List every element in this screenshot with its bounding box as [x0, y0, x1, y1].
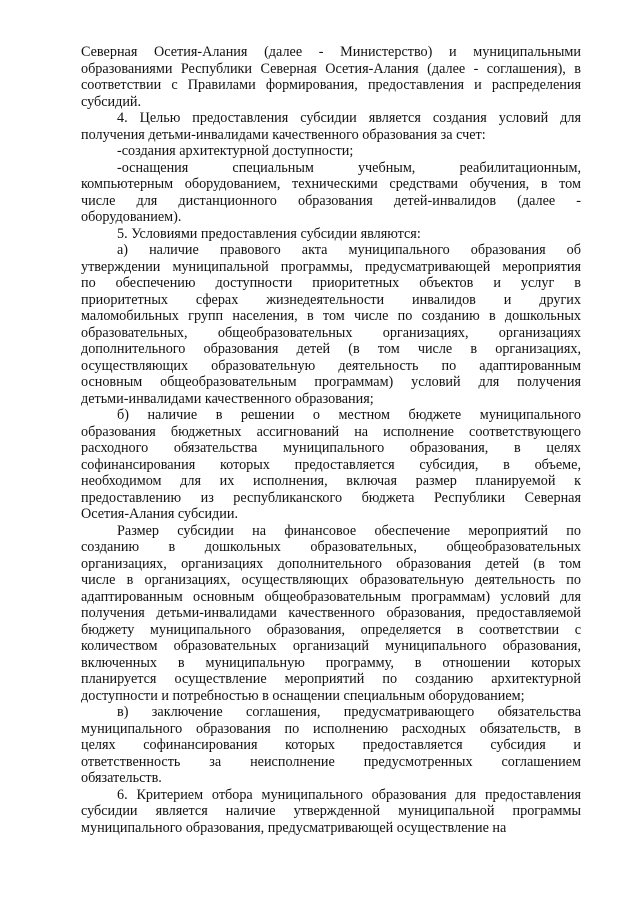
text-line: включенных в муниципальную программу, в отношении которых	[81, 654, 581, 671]
text-line: утверждении муниципальной программы, предусматривающей мероприятия	[81, 258, 581, 275]
text-line: осуществляющих образовательную деятельность по адаптированным	[81, 357, 581, 374]
text-line: муниципального образования, предусматривающей осуществление на	[81, 819, 507, 836]
text-line: доступности и потребностью в оснащении специальным оборудованием;	[81, 687, 525, 704]
text-line: основным общеобразовательным программам) условий для получения	[81, 374, 581, 390]
paragraph-item-6	[81, 787, 581, 837]
text-line: б) наличие в решении о местном бюджете муниципального	[117, 407, 581, 423]
paragraph-subsidy-size	[81, 523, 581, 705]
paragraph-item-4-b	[81, 160, 581, 226]
text-line: муниципального образования по исполнению расходных обязательств, в	[81, 720, 581, 737]
text-line: ответственность за неисполнение предусмотренных соглашением	[81, 753, 581, 770]
text-line: компьютерным оборудованием, техническими средствами обучения, в том	[81, 176, 581, 192]
text-line: необходимом для их исполнения, включая размер планируемой к	[81, 473, 581, 489]
text-line: расходного обязательства муниципального образования, в целях	[81, 440, 581, 456]
text-line: числе для дистанционного образования детей-инвалидов (далее -	[81, 192, 581, 209]
text-line: детьми-инвалидами качественного образования;	[81, 390, 374, 407]
text-line: соответствии с Правилами формирования, предоставления и распределения	[81, 77, 581, 93]
text-line: организациях, организациях дополнительного образования детей (в том	[81, 555, 581, 572]
text-line: приоритетных сферах жизнедеятельности инвалидов и других	[81, 291, 581, 308]
text-line: 5. Условиями предоставления субсидии являются:	[117, 225, 421, 242]
text-line: образованиями Республики Северная Осетия-Алания (далее - соглашения), в	[81, 60, 581, 77]
text-line: образования бюджетных ассигнований на исполнение соответствующего	[81, 423, 581, 440]
text-line: по обеспечению доступности приоритетных объектов и услуг в	[81, 275, 581, 291]
text-line: предоставлению из республиканского бюджета Республики Северная	[81, 489, 581, 506]
text-line: -создания архитектурной доступности;	[117, 143, 354, 159]
text-line: субсидии является наличие утвержденной муниципальной программы	[81, 803, 581, 819]
text-line: количеством образовательных организаций муниципального образования,	[81, 638, 581, 654]
text-line: оборудованием).	[81, 209, 182, 225]
paragraph-item-5-b	[81, 407, 581, 523]
text-line: Осетия-Алания субсидии.	[81, 506, 239, 522]
text-line: 4. Целью предоставления субсидии является создания условий для	[117, 110, 581, 126]
text-line: а) наличие правового акта муниципального образования об	[117, 242, 581, 258]
document-page	[81, 44, 581, 836]
text-line: планируется осуществление мероприятий по созданию архитектурной	[81, 671, 581, 687]
text-line: субсидий.	[81, 93, 142, 110]
paragraph-item-5-v	[81, 704, 581, 787]
text-line: образовательных, общеобразовательных организациях, организациях	[81, 324, 581, 341]
text-line: числе в организациях, осуществляющих образовательную деятельность по	[81, 572, 581, 588]
text-line: адаптированным основным общеобразовательным программам) условий для	[81, 588, 581, 605]
text-line: Размер субсидии на финансовое обеспечение мероприятий по	[117, 522, 581, 539]
text-line: в) заключение соглашения, предусматривающего обязательства	[117, 704, 581, 720]
text-line: маломобильных групп населения, в том числе по созданию в дошкольных	[81, 308, 581, 324]
text-line: получения детьми-инвалидами качественного образования, предоставляемой	[81, 605, 581, 621]
text-line: получения детьми-инвалидами качественного образования за счет:	[81, 126, 486, 143]
paragraph-item-4	[81, 110, 581, 143]
paragraph-item-5-a	[81, 242, 581, 407]
text-line: обязательств.	[81, 770, 162, 786]
paragraph-intro-end	[81, 44, 581, 110]
text-line: 6. Критерием отбора муниципального образования для предоставления	[117, 786, 581, 803]
paragraph-item-5	[81, 226, 581, 243]
text-line: бюджету муниципального образования, определяется в соответствии с	[81, 621, 581, 638]
text-line: Северная Осетия-Алания (далее - Министерство) и муниципальными	[81, 44, 581, 60]
text-line: целях софинансирования которых предоставляется субсидия и	[81, 737, 581, 753]
text-line: созданию в дошкольных образовательных, общеобразовательных	[81, 539, 581, 555]
text-line: софинансирования которых предоставляется субсидия, в объеме,	[81, 456, 581, 473]
text-line: дополнительного образования детей (в том числе в организациях,	[81, 341, 581, 357]
text-line: -оснащения специальным учебным, реабилитационным,	[117, 159, 581, 176]
paragraph-item-4-a	[81, 143, 581, 160]
